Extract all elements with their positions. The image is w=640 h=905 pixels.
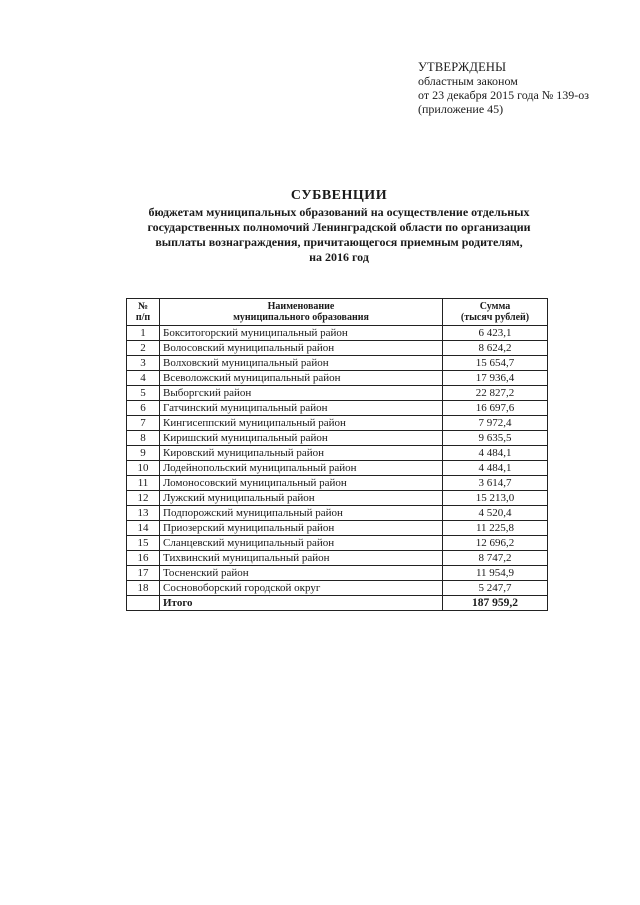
table-row (127, 476, 548, 491)
row-number: 1 (127, 326, 160, 341)
table-row (127, 341, 548, 356)
row-sum: 5 247,7 (443, 581, 548, 596)
row-sum: 16 697,6 (443, 401, 548, 416)
row-number: 13 (127, 506, 160, 521)
table-row (127, 326, 548, 341)
row-number: 4 (127, 371, 160, 386)
subventions-table (126, 298, 548, 611)
subtitle-line: государственных полномочий Ленинградской области по организации (147, 220, 531, 234)
header-number (127, 299, 160, 326)
row-number: 16 (127, 551, 160, 566)
row-sum: 6 423,1 (443, 326, 548, 341)
row-name: Волховский муниципальный район (160, 356, 443, 371)
subtitle-line: на 2016 год (309, 250, 369, 264)
subtitle-line: бюджетам муниципальных образований на осуществление отдельных (148, 205, 530, 219)
row-name: Кингисеппский муниципальный район (160, 416, 443, 431)
header-sum (443, 299, 548, 326)
row-sum: 9 635,5 (443, 431, 548, 446)
row-sum: 22 827,2 (443, 386, 548, 401)
row-sum: 15 213,0 (443, 491, 548, 506)
row-name: Кировский муниципальный район (160, 446, 443, 461)
approval-stamp (418, 60, 589, 116)
table-row (127, 461, 548, 476)
row-name: Лужский муниципальный район (160, 491, 443, 506)
header-sum-line: Сумма (479, 301, 511, 312)
row-sum: 3 614,7 (443, 476, 548, 491)
table-row (127, 536, 548, 551)
row-number: 8 (127, 431, 160, 446)
row-name: Сланцевский муниципальный район (160, 536, 443, 551)
row-sum: 4 484,1 (443, 446, 548, 461)
row-name: Волосовский муниципальный район (160, 341, 443, 356)
approval-date: от 23 декабря 2015 года № 139-оз (418, 88, 590, 102)
row-name: Тосненский район (160, 566, 443, 581)
row-name: Выборгский район (160, 386, 443, 401)
row-name: Сосновоборский городской округ (160, 581, 443, 596)
row-number: 14 (127, 521, 160, 536)
row-number: 18 (127, 581, 160, 596)
row-number: 11 (127, 476, 160, 491)
row-name: Гатчинский муниципальный район (160, 401, 443, 416)
table-total-row (127, 596, 548, 611)
row-number: 7 (127, 416, 160, 431)
row-name: Подпорожский муниципальный район (160, 506, 443, 521)
approval-appendix: (приложение 45) (418, 102, 504, 116)
subtitle-line: выплаты вознаграждения, причитающегося приемным родителям, (155, 235, 523, 249)
row-name: Киришский муниципальный район (160, 431, 443, 446)
row-sum: 15 654,7 (443, 356, 548, 371)
header-name-line: муниципального образования (233, 312, 369, 323)
header-name-line: Наименование (267, 301, 335, 312)
row-sum: 12 696,2 (443, 536, 548, 551)
row-name: Бокситогорский муниципальный район (160, 326, 443, 341)
table-row (127, 506, 548, 521)
table-row (127, 446, 548, 461)
header-number-line: п/п (135, 312, 151, 323)
header-sum-line: (тысяч рублей) (460, 312, 530, 323)
table-row (127, 566, 548, 581)
row-name: Итого (160, 596, 443, 611)
row-sum: 11 954,9 (443, 566, 548, 581)
row-sum: 7 972,4 (443, 416, 548, 431)
header-number-line: № (137, 301, 149, 312)
row-number: 15 (127, 536, 160, 551)
document-title: СУБВЕНЦИИ (290, 188, 388, 203)
row-number (127, 596, 160, 611)
row-name: Всеволожский муниципальный район (160, 371, 443, 386)
table-row (127, 371, 548, 386)
row-name: Лодейнопольский муниципальный район (160, 461, 443, 476)
row-number: 6 (127, 401, 160, 416)
row-name: Тихвинский муниципальный район (160, 551, 443, 566)
row-name: Приозерский муниципальный район (160, 521, 443, 536)
document-subtitle (100, 205, 578, 265)
row-sum: 8 624,2 (443, 341, 548, 356)
row-number: 17 (127, 566, 160, 581)
row-number: 2 (127, 341, 160, 356)
table-row (127, 551, 548, 566)
row-number: 3 (127, 356, 160, 371)
table-header-row (127, 299, 548, 326)
table-row (127, 416, 548, 431)
row-sum: 4 484,1 (443, 461, 548, 476)
table-row (127, 386, 548, 401)
table-row (127, 356, 548, 371)
row-number: 12 (127, 491, 160, 506)
header-name (160, 299, 443, 326)
row-number: 5 (127, 386, 160, 401)
row-number: 10 (127, 461, 160, 476)
row-sum: 4 520,4 (443, 506, 548, 521)
row-number: 9 (127, 446, 160, 461)
row-sum: 187 959,2 (443, 596, 548, 611)
table-row (127, 581, 548, 596)
table-body (127, 326, 548, 611)
approval-law: областным законом (418, 74, 518, 88)
table-row (127, 431, 548, 446)
row-name: Ломоносовский муниципальный район (160, 476, 443, 491)
row-sum: 17 936,4 (443, 371, 548, 386)
row-sum: 8 747,2 (443, 551, 548, 566)
table-row (127, 491, 548, 506)
row-sum: 11 225,8 (443, 521, 548, 536)
table-row (127, 521, 548, 536)
table-row (127, 401, 548, 416)
approval-heading: УТВЕРЖДЕНЫ (418, 60, 507, 74)
document-title-block (100, 188, 578, 265)
